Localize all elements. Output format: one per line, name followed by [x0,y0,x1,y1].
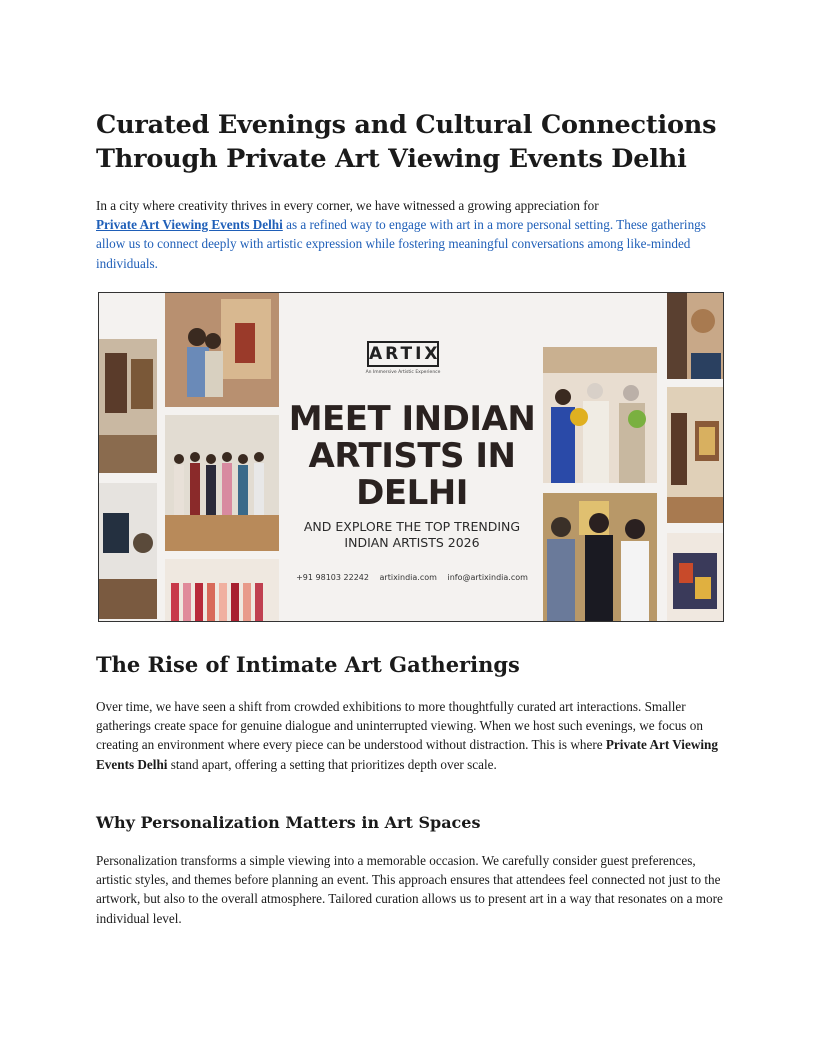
section-heading-rise: The Rise of Intimate Art Gatherings [96,652,520,677]
phone-number: +91 98103 22242 [296,573,369,582]
intro-lead: In a city where creativity thrives in every corner, we have witnessed a growing appreciation for [96,198,599,213]
banner-headline: MEET INDIAN ARTISTS IN DELHI [288,399,536,513]
section-body-rise [96,697,724,774]
textiles-photo [165,559,279,621]
section-body-personalization: Personalization transforms a simple viewing into a memorable occasion. We carefully consider guest preferences, artistic styles, and themes before planning an event. This approach ensures that attendees feel connected not just to the artwork, but also to the overall atmosphere. Tailored curation allows us to present art in a way that resonates on a more individual level. [96,853,723,926]
section-heading-personalization: Why Personalization Matters in Art Spaces [96,813,481,832]
painting-photo [667,533,723,621]
artix-logo: ARTIX [367,341,439,367]
gallery-corridor-photo [667,387,723,523]
group-photo [165,415,279,551]
page-title: Curated Evenings and Cultural Connections Through Private Art Viewing Events Delhi [96,110,717,174]
artist-felicitation-photo [543,347,657,483]
banner-subline: AND EXPLORE THE TOP TRENDING INDIAN ARTISTS 2026 [303,519,521,550]
email-text: info@artixindia.com [447,573,528,582]
intro-link[interactable]: Private Art Viewing Events Delhi [96,217,283,233]
website-text: artixindia.com [379,573,437,582]
promo-banner-image [98,292,724,622]
visitors-photo [165,293,279,407]
gallery-room-photo [99,483,157,619]
body-text-end: stand apart, offering a setting that prioritizes depth over scale. [167,756,497,772]
body-text: Over time, we have seen a shift from crowded exhibitions to more thoughtfully curated art interactions. Smaller gatherings create space for genuine dialogue and uninterrupted viewing. When we host such evenings, we focus on creating an environment where every piece can be understood without distraction. This is where [96,699,703,753]
banner-text-panel [281,293,543,621]
intro-rest: as a refined way to engage with art in a more personal setting. These gatherings allow us to connect deeply with artistic expression while fostering meaningful conversations among like-minded individuals. [96,217,706,271]
bold-term: Private Art Viewing Events Delhi [96,737,718,772]
logo-tagline: An Immersive Artistic Experience [365,370,441,375]
sculpture-photo [667,293,723,379]
gallery-wall-photo [99,339,157,473]
artists-group-photo [543,493,657,621]
intro-paragraph [96,196,724,273]
banner-contacts [281,573,543,582]
